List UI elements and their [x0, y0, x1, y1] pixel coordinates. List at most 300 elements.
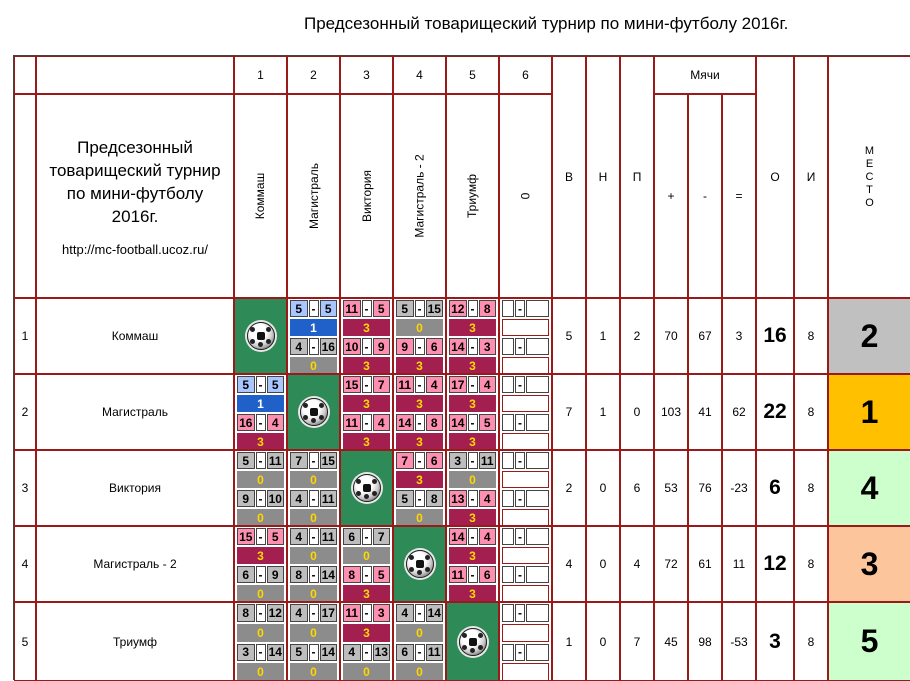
self-match-cell — [234, 298, 287, 374]
self-match-cell — [393, 526, 446, 602]
match-score — [237, 376, 284, 393]
match-score — [396, 376, 443, 393]
place-value: 2 — [860, 317, 879, 354]
score-separator: - — [468, 528, 478, 545]
score-separator: - — [362, 376, 372, 393]
goals-against: 4 — [373, 414, 391, 431]
match-cell — [234, 526, 287, 602]
stat-ga-value: 41 — [698, 405, 712, 419]
match-cell — [446, 526, 499, 602]
goals-against — [526, 604, 549, 622]
match-points — [502, 433, 549, 450]
stat-played — [794, 602, 828, 681]
score-separator: - — [256, 490, 266, 507]
match-points: 3 — [343, 433, 390, 450]
stat-ga — [688, 602, 722, 681]
tournament-title-cell — [36, 94, 234, 298]
place-value: 5 — [860, 623, 879, 659]
score-separator: - — [515, 644, 525, 662]
header-l-label: П — [632, 170, 642, 184]
goals-for: 8 — [237, 604, 255, 622]
place-cell — [828, 450, 910, 526]
header-d — [586, 56, 620, 298]
goals-against: 11 — [320, 490, 338, 507]
score-separator: - — [515, 300, 525, 317]
match-cell — [446, 298, 499, 374]
stat-played-value: 8 — [807, 557, 815, 571]
goals-for — [502, 452, 514, 469]
stat-d — [586, 450, 620, 526]
match-points: 0 — [396, 663, 443, 681]
goals-for — [502, 300, 514, 317]
score-separator: - — [515, 528, 525, 545]
match-points: 3 — [449, 319, 496, 336]
match-points: 3 — [449, 357, 496, 374]
goals-for: 4 — [290, 338, 308, 355]
score-separator: - — [309, 604, 319, 622]
goals-for: 8 — [290, 566, 308, 583]
tournament-title-line: 2016г. — [111, 206, 159, 226]
goals-for: 4 — [343, 644, 361, 662]
match-points: 3 — [396, 433, 443, 450]
score-separator: - — [362, 644, 372, 662]
score-separator: - — [256, 644, 266, 662]
row-number — [14, 450, 36, 526]
place-value: 1 — [860, 393, 879, 430]
match-score — [502, 338, 549, 355]
match-points — [502, 509, 549, 526]
stat-d — [586, 298, 620, 374]
match-points: 0 — [343, 663, 390, 681]
match-score — [502, 528, 549, 545]
score-separator: - — [256, 452, 266, 469]
header-blank — [36, 56, 234, 94]
football-icon — [247, 322, 275, 350]
row-number-label: 2 — [21, 405, 29, 419]
stat-d-value: 0 — [599, 634, 607, 649]
match-cell — [340, 526, 393, 602]
goals-against: 11 — [320, 528, 338, 545]
score-separator: - — [362, 338, 372, 355]
team-name-cell — [36, 526, 234, 602]
match-points: 0 — [396, 509, 443, 526]
score-separator: - — [515, 338, 525, 355]
match-score — [343, 376, 390, 393]
match-score — [502, 452, 549, 469]
stat-d — [586, 602, 620, 681]
match-cell — [393, 298, 446, 374]
header-place-letter: Т — [866, 183, 873, 196]
header-ga — [688, 94, 722, 298]
stat-gd-value: 11 — [732, 557, 746, 571]
goals-against: 6 — [479, 566, 497, 583]
col-number-label: 5 — [469, 68, 476, 82]
header-place-letter: С — [865, 170, 874, 183]
tournament-title-line: по мини-футболу — [66, 183, 204, 203]
stat-w-value: 1 — [565, 634, 573, 649]
score-separator: - — [256, 376, 266, 393]
stat-played-value: 8 — [807, 329, 815, 343]
header-place-letter: О — [865, 196, 874, 209]
score-separator: - — [309, 644, 319, 662]
match-score — [502, 490, 549, 507]
stat-d-value: 1 — [599, 405, 607, 419]
stat-played — [794, 298, 828, 374]
match-score — [290, 338, 337, 355]
goals-for: 15 — [343, 376, 361, 393]
row-number-label: 5 — [21, 634, 29, 649]
stat-w — [552, 298, 586, 374]
goals-for: 5 — [396, 490, 414, 507]
goals-against: 4 — [267, 414, 285, 431]
place-cell — [828, 374, 910, 450]
football-icon — [300, 398, 328, 426]
match-cell — [234, 450, 287, 526]
match-score — [502, 644, 549, 662]
match-points: 3 — [449, 509, 496, 526]
match-points: 3 — [237, 547, 284, 564]
match-score — [396, 300, 443, 317]
match-cell — [499, 374, 552, 450]
team-name-cell — [36, 450, 234, 526]
match-points — [502, 319, 549, 336]
stat-l — [620, 526, 654, 602]
match-cell — [499, 526, 552, 602]
match-points: 3 — [343, 585, 390, 602]
match-score — [502, 414, 549, 431]
col-team-3 — [340, 94, 393, 298]
stat-l-value: 4 — [633, 557, 641, 571]
goals-for: 6 — [343, 528, 361, 545]
stat-played-value: 8 — [807, 405, 815, 419]
stat-w-value: 2 — [565, 481, 573, 495]
header-played — [794, 56, 828, 298]
header-pts — [756, 56, 794, 298]
row-number — [14, 298, 36, 374]
header-gf-label: + — [667, 189, 675, 203]
col-number-label: 4 — [416, 68, 423, 82]
score-separator: - — [415, 490, 425, 507]
match-score — [290, 644, 337, 662]
match-score — [237, 452, 284, 469]
goals-for — [502, 376, 514, 393]
stat-ga-value: 61 — [698, 557, 712, 571]
score-separator: - — [415, 300, 425, 317]
match-points — [502, 624, 549, 642]
match-points: 3 — [343, 395, 390, 412]
score-separator: - — [362, 566, 372, 583]
match-points — [502, 585, 549, 602]
stat-w-value: 4 — [565, 557, 573, 571]
match-score — [396, 338, 443, 355]
team-name-cell — [36, 602, 234, 681]
match-cell — [393, 602, 446, 681]
match-points: 0 — [290, 509, 337, 526]
match-score — [343, 528, 390, 545]
stat-gf — [654, 602, 688, 681]
goals-against: 3 — [373, 604, 391, 622]
header-place-letter: Е — [865, 157, 874, 170]
score-separator: - — [515, 566, 525, 583]
stat-gf-value: 70 — [664, 329, 678, 343]
stat-played-value: 8 — [807, 481, 815, 495]
stat-played — [794, 374, 828, 450]
stat-pts-value: 22 — [763, 400, 787, 423]
match-cell — [287, 526, 340, 602]
header-gf — [654, 94, 688, 298]
row-number — [14, 602, 36, 681]
match-score — [449, 300, 496, 317]
place-cell — [828, 602, 910, 681]
header-place — [828, 56, 910, 298]
score-separator: - — [515, 376, 525, 393]
match-score — [290, 566, 337, 583]
goals-against: 8 — [426, 414, 444, 431]
goals-against: 4 — [479, 490, 497, 507]
match-score — [449, 452, 496, 469]
goals-against — [526, 644, 549, 662]
goals-for: 8 — [343, 566, 361, 583]
match-score — [343, 604, 390, 622]
match-points: 0 — [237, 624, 284, 642]
match-points: 1 — [290, 319, 337, 336]
goals-against — [526, 338, 549, 355]
team-name: Виктория — [108, 481, 161, 495]
goals-against: 5 — [267, 376, 285, 393]
stat-l — [620, 374, 654, 450]
match-score — [237, 644, 284, 662]
col-team-2 — [287, 94, 340, 298]
stat-l — [620, 602, 654, 681]
match-score — [449, 414, 496, 431]
stat-gd-value: -53 — [730, 634, 748, 649]
match-points: 0 — [396, 624, 443, 642]
goals-for: 7 — [396, 452, 414, 469]
goals-against — [526, 490, 549, 507]
stat-ga — [688, 526, 722, 602]
match-points: 0 — [237, 509, 284, 526]
stat-pts — [756, 526, 794, 602]
score-separator: - — [515, 604, 525, 622]
score-separator: - — [362, 300, 372, 317]
score-separator: - — [256, 604, 266, 622]
col-number-label: 3 — [363, 68, 370, 82]
match-cell — [340, 298, 393, 374]
team-name: Магистраль — [102, 405, 168, 419]
stat-gf-value: 72 — [664, 557, 678, 571]
stat-pts-value: 12 — [763, 552, 787, 575]
tournament-title-line: товарищеский турнир — [49, 160, 221, 180]
col-number-1 — [234, 56, 287, 94]
stat-l-value: 6 — [633, 481, 641, 495]
goals-against: 5 — [267, 528, 285, 545]
stat-gd — [722, 374, 756, 450]
header-gd — [722, 94, 756, 298]
stat-gd-value: 3 — [735, 329, 743, 343]
col-team-label: Виктория — [359, 169, 374, 223]
goals-for: 14 — [449, 528, 467, 545]
match-score — [237, 414, 284, 431]
match-cell — [340, 602, 393, 681]
match-score — [290, 604, 337, 622]
stat-gf-value: 45 — [664, 634, 678, 649]
col-number-2 — [287, 56, 340, 94]
header-l — [620, 56, 654, 298]
match-score — [396, 414, 443, 431]
stat-d — [586, 526, 620, 602]
col-number-label: 2 — [310, 68, 317, 82]
col-number-5 — [446, 56, 499, 94]
col-team-label: Коммаш — [253, 172, 268, 220]
match-score — [237, 490, 284, 507]
stat-ga-value: 98 — [698, 634, 712, 649]
match-points: 0 — [237, 585, 284, 602]
stat-ga-value: 76 — [698, 481, 712, 495]
self-match-cell — [287, 374, 340, 450]
stat-l-value: 7 — [633, 634, 641, 649]
standings-table — [13, 55, 910, 680]
score-separator: - — [468, 300, 478, 317]
stat-d-value: 0 — [599, 557, 607, 571]
score-separator: - — [309, 490, 319, 507]
page-title: Предсезонный товарищеский турнир по мини-футболу 2016г. — [304, 14, 789, 33]
col-team-label: Магистраль - 2 — [412, 154, 427, 238]
stat-gf — [654, 374, 688, 450]
score-separator: - — [415, 414, 425, 431]
football-icon — [353, 474, 381, 502]
score-separator: - — [309, 452, 319, 469]
match-cell — [287, 298, 340, 374]
row-number-label: 1 — [21, 329, 29, 343]
match-points: 3 — [237, 433, 284, 450]
goals-against — [526, 414, 549, 431]
goals-for: 10 — [343, 338, 361, 355]
goals-for: 5 — [290, 300, 308, 317]
match-points: 0 — [290, 471, 337, 488]
goals-against: 11 — [426, 644, 444, 662]
match-points: 3 — [343, 319, 390, 336]
match-score — [343, 566, 390, 583]
score-separator: - — [415, 452, 425, 469]
header-corner — [14, 56, 36, 94]
score-separator: - — [362, 414, 372, 431]
goals-for: 9 — [237, 490, 255, 507]
stat-played — [794, 450, 828, 526]
goals-for — [502, 338, 514, 355]
stat-pts-value: 16 — [763, 324, 787, 347]
match-points: 0 — [343, 547, 390, 564]
match-score — [396, 490, 443, 507]
stat-w — [552, 602, 586, 681]
stat-ga — [688, 298, 722, 374]
col-number-label: 1 — [257, 68, 264, 82]
goals-against: 16 — [320, 338, 338, 355]
match-score — [502, 300, 549, 317]
match-points: 0 — [290, 357, 337, 374]
stat-l — [620, 298, 654, 374]
col-team-6 — [499, 94, 552, 298]
col-team-5 — [446, 94, 499, 298]
match-score — [290, 300, 337, 317]
match-cell — [499, 298, 552, 374]
place-value: 4 — [860, 469, 879, 506]
match-cell — [234, 374, 287, 450]
goals-against: 14 — [267, 644, 285, 662]
score-separator: - — [468, 338, 478, 355]
stat-gd — [722, 602, 756, 681]
match-score — [237, 566, 284, 583]
stat-pts — [756, 602, 794, 681]
score-separator: - — [468, 414, 478, 431]
goals-against: 12 — [267, 604, 285, 622]
match-points: 3 — [396, 357, 443, 374]
match-points: 0 — [449, 471, 496, 488]
stat-gd — [722, 526, 756, 602]
match-points: 3 — [343, 357, 390, 374]
goals-against: 4 — [479, 528, 497, 545]
football-icon — [406, 550, 434, 578]
goals-against: 6 — [426, 452, 444, 469]
score-separator: - — [309, 566, 319, 583]
header-place-letter: М — [864, 144, 875, 157]
goals-against: 3 — [479, 338, 497, 355]
score-separator: - — [468, 376, 478, 393]
goals-for: 11 — [343, 414, 361, 431]
match-points: 3 — [449, 585, 496, 602]
stat-gf — [654, 526, 688, 602]
match-cell — [499, 450, 552, 526]
goals-against: 15 — [426, 300, 444, 317]
row-number — [14, 374, 36, 450]
match-score — [343, 414, 390, 431]
match-score — [237, 604, 284, 622]
match-cell — [446, 450, 499, 526]
header-gd-label: = — [735, 189, 743, 203]
goals-against: 10 — [267, 490, 285, 507]
stat-d-value: 1 — [599, 329, 607, 343]
goals-against: 5 — [373, 300, 391, 317]
match-score — [449, 376, 496, 393]
stat-gf — [654, 298, 688, 374]
col-number-6 — [499, 56, 552, 94]
goals-for: 5 — [396, 300, 414, 317]
stat-w — [552, 450, 586, 526]
match-score — [396, 604, 443, 622]
goals-against: 14 — [320, 644, 338, 662]
score-separator: - — [415, 604, 425, 622]
match-points: 3 — [343, 624, 390, 642]
goals-against: 8 — [479, 300, 497, 317]
score-separator: - — [515, 490, 525, 507]
goals-against: 9 — [267, 566, 285, 583]
tournament-title-line: Предсезонный — [77, 137, 193, 157]
score-separator: - — [309, 300, 319, 317]
goals-for: 6 — [237, 566, 255, 583]
goals-for: 14 — [449, 338, 467, 355]
goals-for: 11 — [343, 604, 361, 622]
self-match-cell — [446, 602, 499, 681]
goals-for — [502, 414, 514, 431]
stat-w-value: 7 — [565, 405, 573, 419]
match-score — [343, 338, 390, 355]
match-points: 0 — [290, 585, 337, 602]
place-cell — [828, 298, 910, 374]
match-cell — [499, 602, 552, 681]
stat-w-value: 5 — [565, 329, 573, 343]
header-goals-label: Мячи — [690, 68, 720, 82]
goals-for: 11 — [396, 376, 414, 393]
goals-for: 11 — [343, 300, 361, 317]
